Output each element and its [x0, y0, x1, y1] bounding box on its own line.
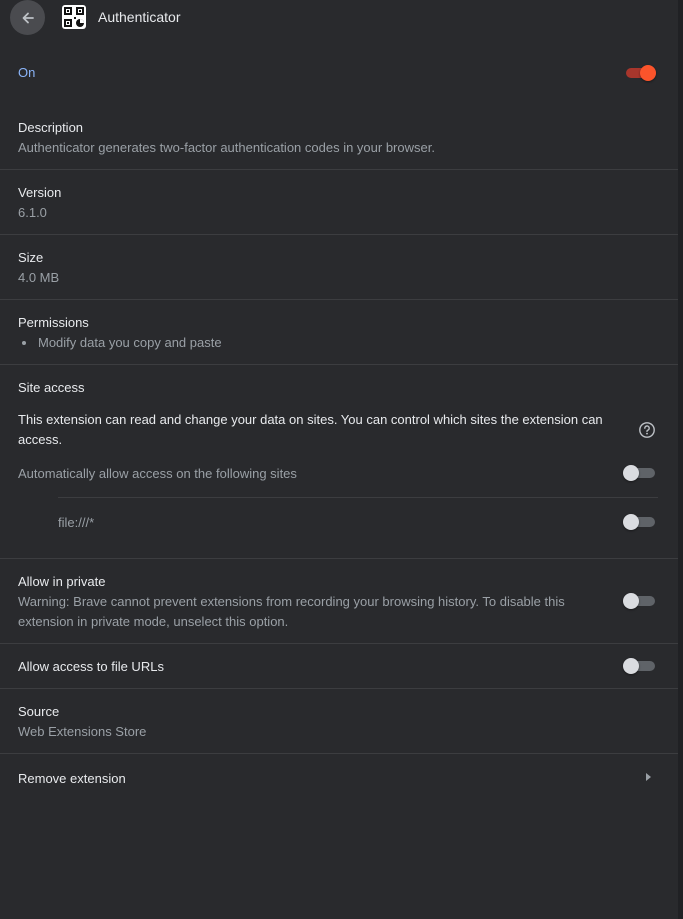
permissions-label: Permissions — [18, 315, 89, 330]
divider — [0, 558, 678, 559]
help-circle-icon[interactable] — [638, 421, 656, 439]
allow-private-toggle[interactable] — [623, 593, 655, 609]
size-label: Size — [18, 250, 44, 265]
qr-code-icon — [62, 5, 86, 29]
divider — [0, 169, 678, 170]
file-urls-toggle[interactable] — [623, 658, 655, 674]
triangle-right-icon — [646, 773, 651, 781]
page-edge — [678, 0, 683, 919]
site-pattern: file:///* — [58, 515, 95, 530]
divider — [0, 234, 678, 235]
divider — [0, 364, 678, 365]
permission-item: Modify data you copy and paste — [38, 335, 222, 350]
size-value: 4.0 MB — [18, 270, 60, 285]
site-pattern-toggle[interactable] — [623, 514, 655, 530]
remove-extension-label: Remove extension — [18, 771, 126, 786]
file-urls-label: Allow access to file URLs — [18, 659, 164, 674]
divider — [58, 497, 658, 498]
header — [0, 0, 678, 36]
site-access-description: This extension can read and change your data on sites. You can control which sites the extension can access. — [18, 412, 603, 447]
page-title: Authenticator — [98, 9, 181, 25]
description-value: Authenticator generates two-factor authentication codes in your browser. — [18, 140, 435, 155]
back-button[interactable] — [10, 0, 45, 35]
enabled-toggle[interactable] — [624, 65, 656, 81]
source-label: Source — [18, 704, 60, 719]
site-access-label: Site access — [18, 380, 85, 395]
divider — [0, 643, 678, 644]
bullet — [22, 341, 26, 345]
description-label: Description — [18, 120, 84, 135]
source-value: Web Extensions Store — [18, 724, 147, 739]
divider — [0, 299, 678, 300]
allow-private-label: Allow in private — [18, 574, 106, 589]
allow-private-warning: Warning: Brave cannot prevent extensions from recording your browsing history. To disable this extension in private mode, unselect this option. — [18, 594, 565, 629]
arrow-left-icon — [20, 10, 36, 26]
version-label: Version — [18, 185, 62, 200]
enabled-label: On — [18, 65, 36, 80]
version-value: 6.1.0 — [18, 205, 47, 220]
divider — [0, 688, 678, 689]
auto-allow-label: Automatically allow access on the following sites — [18, 466, 297, 481]
auto-allow-toggle[interactable] — [623, 465, 655, 481]
